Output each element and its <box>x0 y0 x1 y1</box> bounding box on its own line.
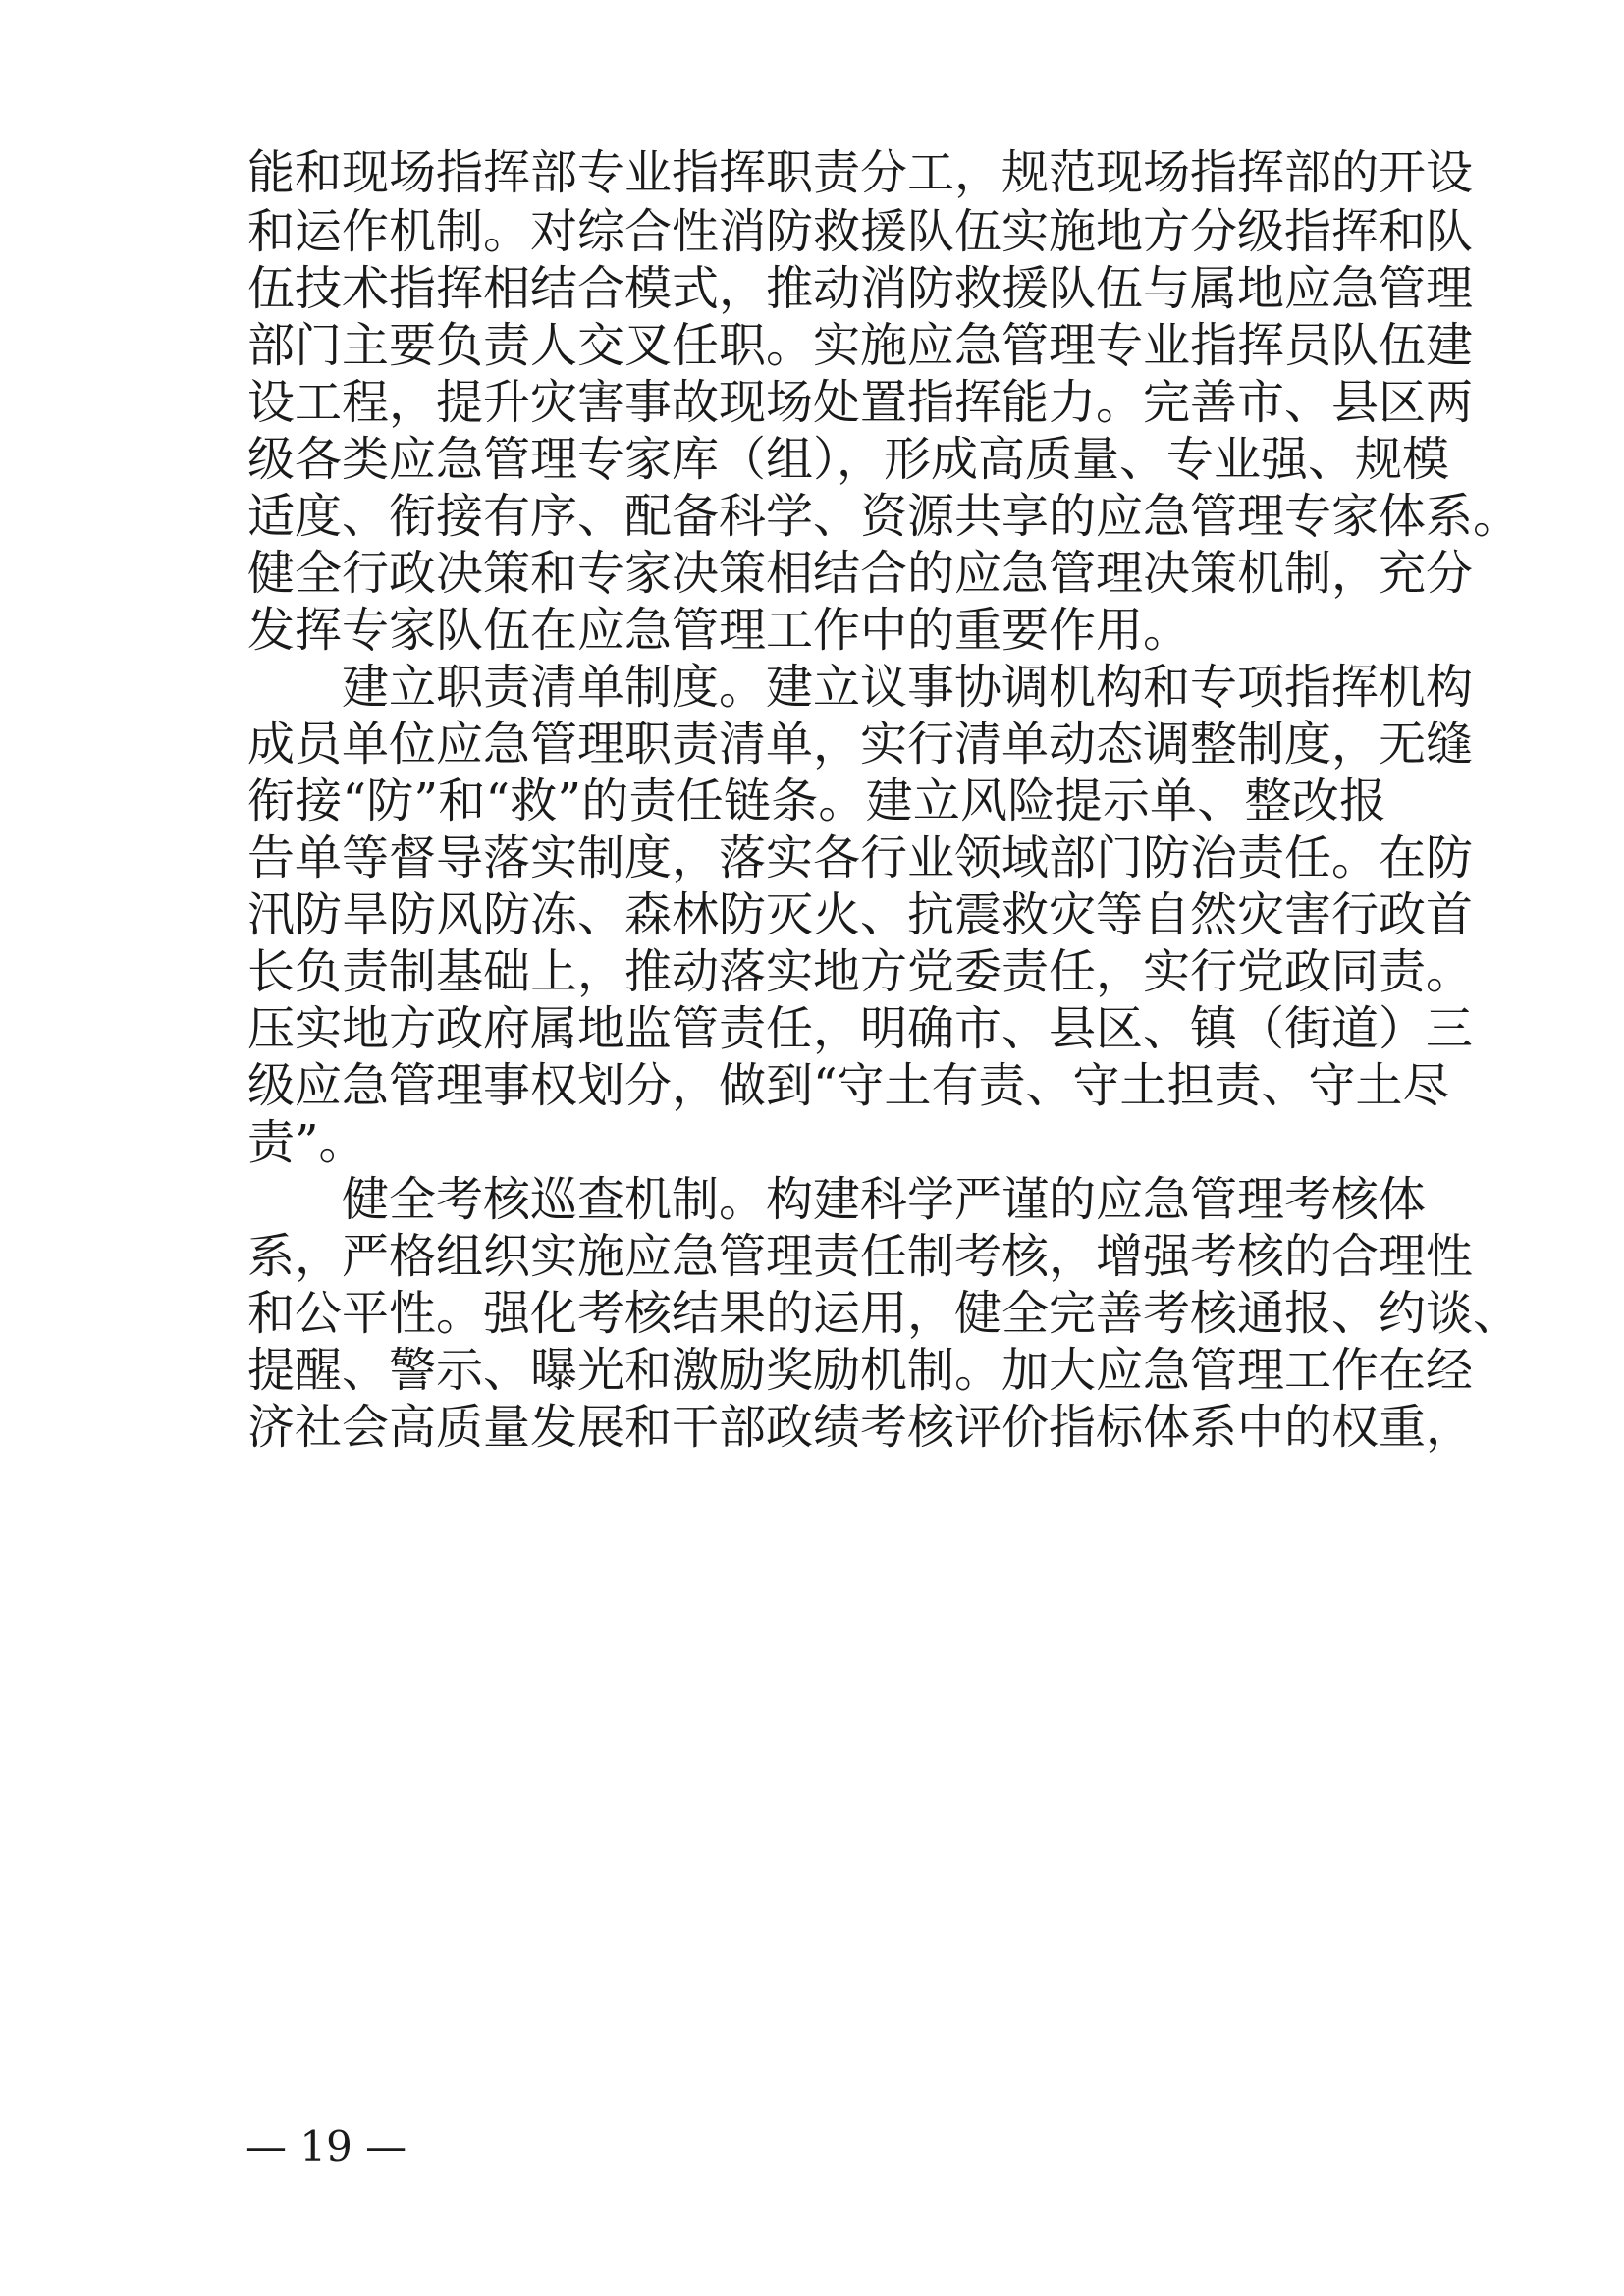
paragraph-heading-line: 健全考核巡查机制。构建科学严谨的应急管理考核体 <box>342 1172 1427 1227</box>
body-text-line: 成员单位应急管理职责清单，实行清单动态调整制度，无缝 <box>247 717 1474 772</box>
body-text-line: 衔接“防”和“救”的责任链条。建立风险提示单、整改报 <box>247 774 1386 828</box>
body-text-line: 济社会高质量发展和干部政绩考核评价指标体系中的权重， <box>247 1400 1474 1455</box>
body-text-line: 健全行政决策和专家决策相结合的应急管理决策机制，充分 <box>247 546 1474 601</box>
body-text-line: 发挥专家队伍在应急管理工作中的重要作用。 <box>247 603 1191 658</box>
paragraph-heading-line: 建立职责清单制度。建立议事协调机构和专项指挥机构 <box>342 660 1474 715</box>
body-text-line: 部门主要负责人交叉任职。实施应急管理专业指挥员队伍建 <box>247 318 1474 373</box>
page-number: — 19 — <box>245 2122 407 2170</box>
body-text-line: 适度、衔接有序、配备科学、资源共享的应急管理专家体系。 <box>247 489 1521 544</box>
body-text-line: 系，严格组织实施应急管理责任制考核，增强考核的合理性 <box>247 1229 1474 1284</box>
body-text-line: 设工程，提升灾害事故现场处置指挥能力。完善市、县区两 <box>247 375 1474 430</box>
body-text-line: 告单等督导落实制度，落实各行业领域部门防治责任。在防 <box>247 830 1474 885</box>
body-text-line: 长负责制基础上，推动落实地方党委责任，实行党政同责。 <box>247 944 1474 999</box>
body-text-line: 级应急管理事权划分，做到“守土有责、守土担责、守土尽 <box>247 1058 1450 1113</box>
body-text-line: 和公平性。强化考核结果的运用，健全完善考核通报、约谈、 <box>247 1286 1521 1341</box>
body-text-line: 汛防旱防风防冻、森林防灭火、抗震救灾等自然灾害行政首 <box>247 887 1474 942</box>
body-text-line: 责”。 <box>247 1115 366 1170</box>
body-text-line: 能和现场指挥部专业指挥职责分工，规范现场指挥部的开设 <box>247 145 1474 200</box>
body-text-line: 伍技术指挥相结合模式，推动消防救援队伍与属地应急管理 <box>247 261 1474 316</box>
body-text-line: 提醒、警示、曝光和激励奖励机制。加大应急管理工作在经 <box>247 1343 1474 1398</box>
body-text-line: 级各类应急管理专家库（组），形成高质量、专业强、规模 <box>247 432 1450 487</box>
body-text-line: 和运作机制。对综合性消防救援队伍实施地方分级指挥和队 <box>247 204 1474 259</box>
body-text-line: 压实地方政府属地监管责任，明确市、县区、镇（街道）三 <box>247 1001 1474 1056</box>
